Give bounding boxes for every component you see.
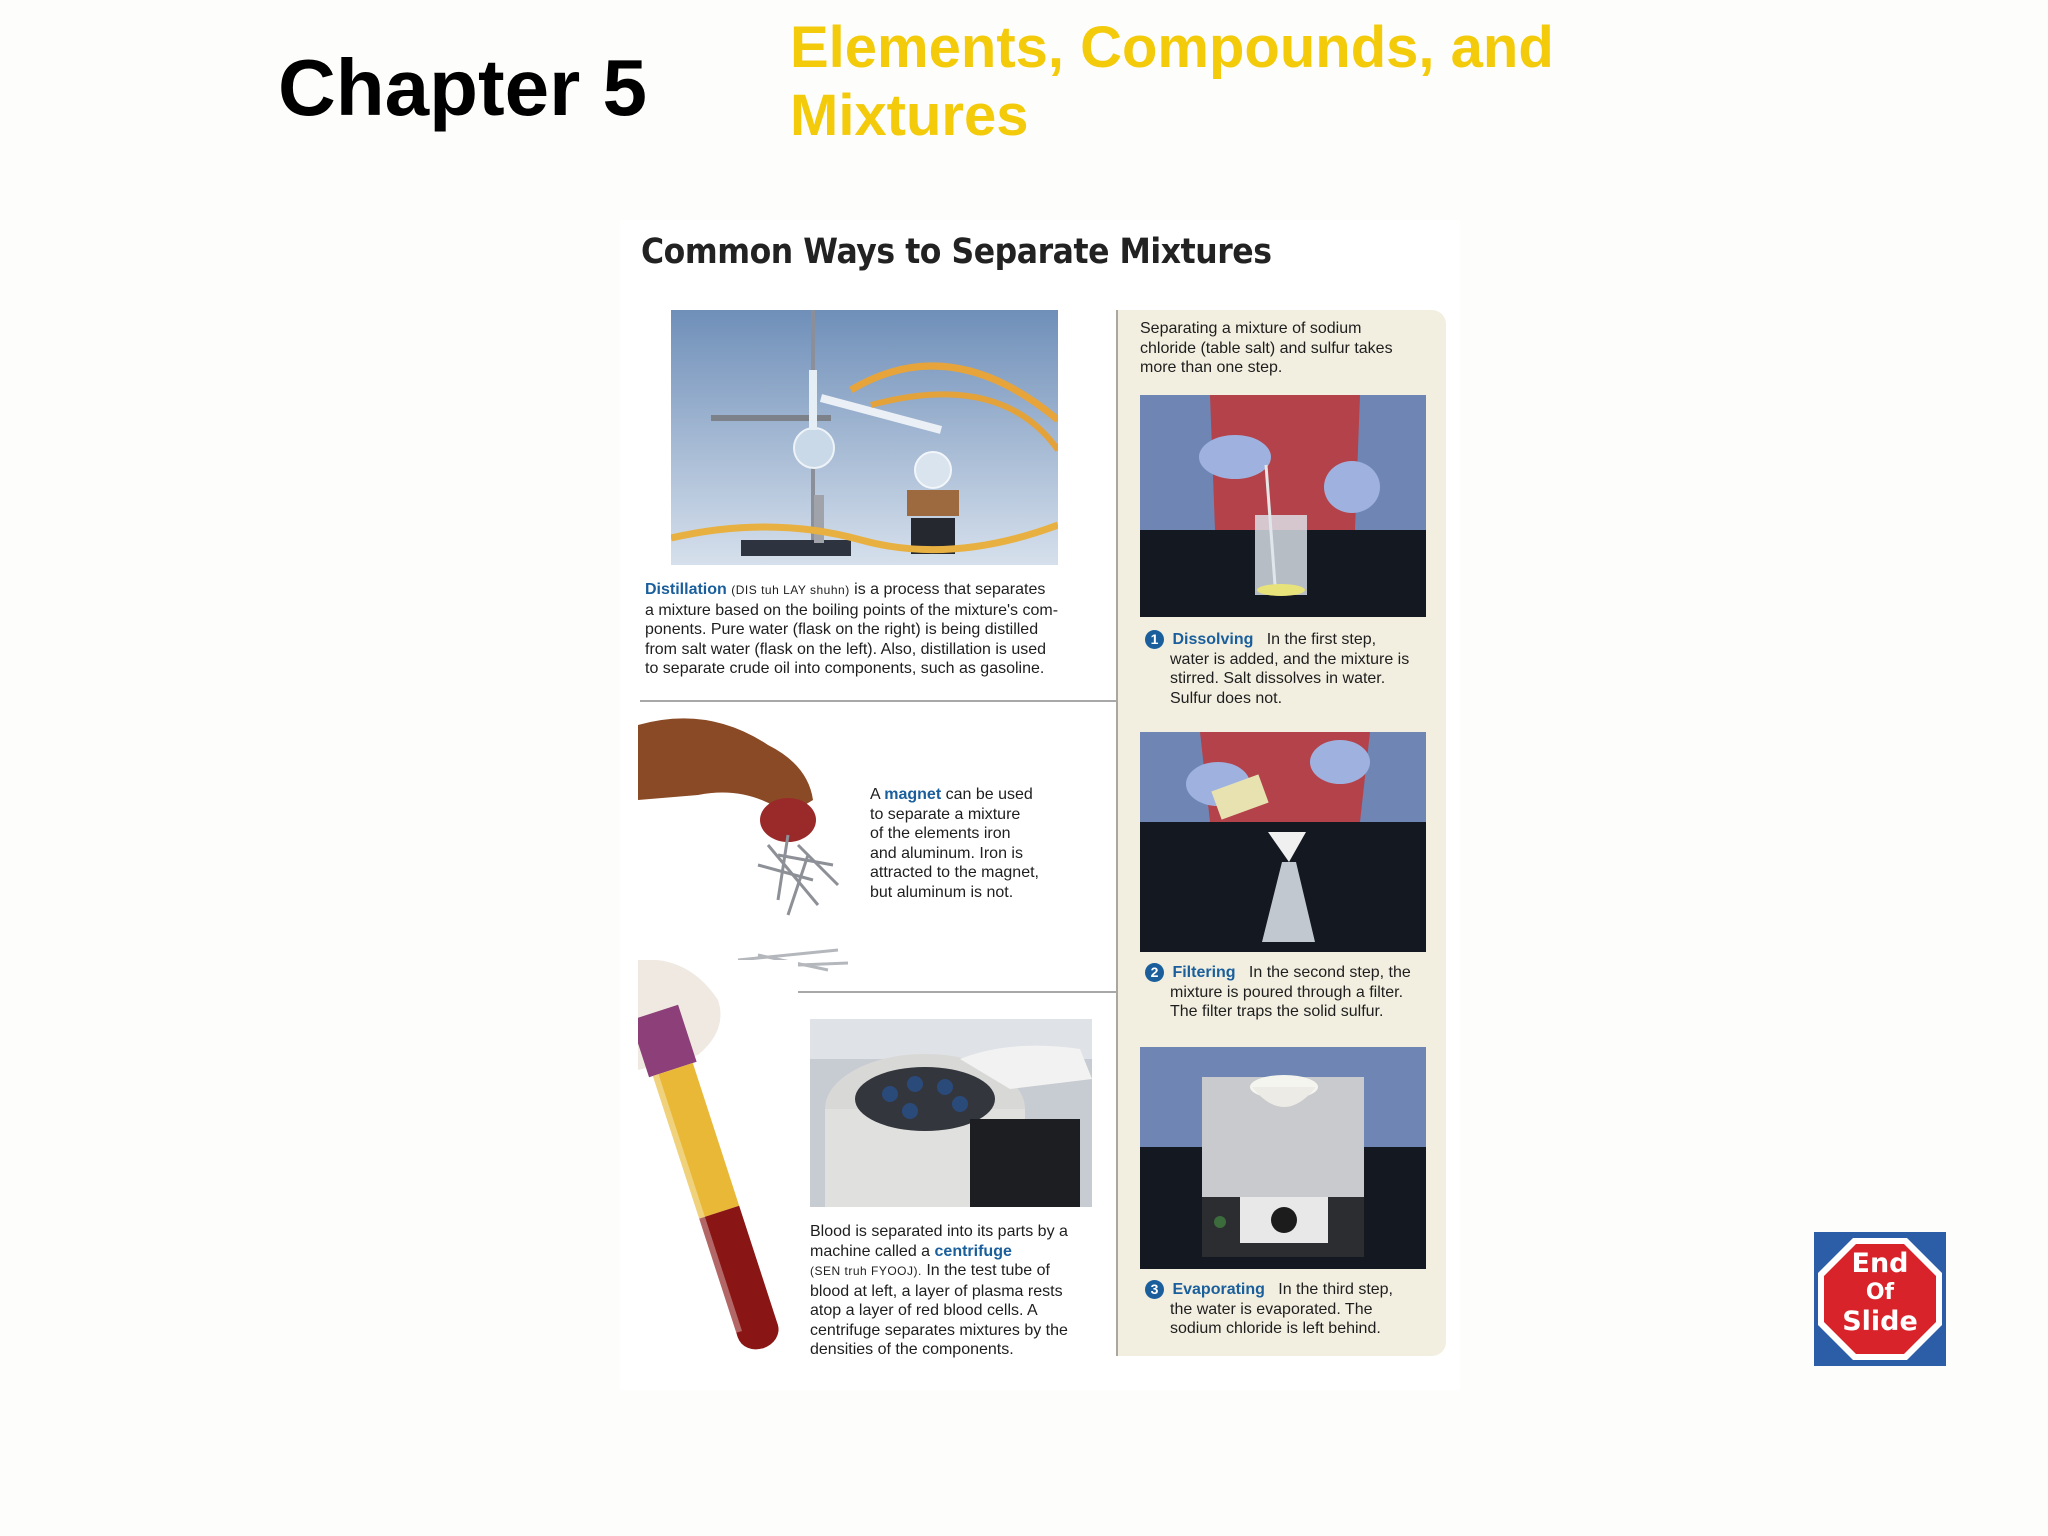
distillation-photo (671, 310, 1058, 565)
caption-line: densities of the components. (810, 1341, 1014, 1358)
caption-text: machine called a (810, 1242, 931, 1260)
caption-line: to separate crude oil into components, such as gasoline. (645, 660, 1045, 677)
caption-line: more than one step. (1140, 359, 1283, 376)
figure-heading: Common Ways to Separate Mixtures (641, 232, 1272, 272)
caption-text: In the second step, the (1248, 964, 1411, 981)
evaporating-photo (1140, 1047, 1426, 1269)
end-of-slide-line-1: End (1851, 1248, 1909, 1279)
distillation-caption (645, 580, 1105, 679)
caption-line: of the elements iron (870, 825, 1011, 842)
caption-text: A (870, 786, 880, 803)
caption-line: Blood is separated into its parts by a (810, 1223, 1068, 1240)
slide-title-line-1: Elements, Compounds, and (790, 15, 1554, 80)
caption-line: atop a layer of red blood cells. A (810, 1302, 1038, 1319)
magnet-term: magnet (884, 786, 942, 803)
caption-line: attracted to the magnet, (870, 864, 1039, 881)
step-number-badge: 3 (1145, 1280, 1164, 1299)
panel-intro (1140, 319, 1440, 378)
centrifuge-photo (810, 1019, 1092, 1207)
chapter-label: Chapter 5 (278, 43, 647, 132)
centrifuge-term: centrifuge (934, 1242, 1012, 1260)
dissolving-photo (1140, 395, 1426, 617)
caption-line: centrifuge separates mixtures by the (810, 1321, 1068, 1339)
caption-line: the water is evaporated. The (1170, 1300, 1373, 1318)
caption-line: ponents. Pure water (flask on the right) is being distilled (645, 621, 1039, 638)
caption-line: blood at left, a layer of plasma rests (810, 1282, 1063, 1300)
caption-text: is a process that separates (854, 581, 1046, 598)
caption-line: but aluminum is not. (870, 883, 1014, 901)
end-of-slide-line-2: Of (1865, 1280, 1895, 1305)
caption-line: to separate a mixture (870, 805, 1021, 823)
step-number-badge: 1 (1145, 630, 1164, 649)
filtering-caption (1150, 963, 1440, 1022)
caption-line: a mixture based on the boiling points of the mixture's com- (645, 601, 1059, 619)
blood-test-tube-photo (638, 960, 798, 1370)
dissolving-term: Dissolving (1172, 631, 1254, 648)
evaporating-term: Evaporating (1172, 1281, 1265, 1298)
filtering-term: Filtering (1172, 964, 1236, 981)
dissolving-caption (1150, 630, 1440, 708)
caption-text: In the first step, (1266, 631, 1377, 648)
magnet-caption (870, 785, 1110, 902)
evaporating-caption (1150, 1280, 1440, 1339)
step-number-badge: 2 (1145, 963, 1164, 982)
caption-line: and aluminum. Iron is (870, 844, 1023, 862)
caption-line: mixture is poured through a filter. (1170, 983, 1404, 1001)
slide-title-line-2: Mixtures (790, 83, 1029, 148)
caption-line: chloride (table salt) and sulfur takes (1140, 339, 1393, 357)
caption-line: water is added, and the mixture is (1170, 650, 1410, 668)
end-of-slide-line-3: Slide (1842, 1306, 1918, 1337)
distillation-pronunciation: (DIS tuh LAY shuhn) (731, 583, 850, 597)
centrifuge-caption (810, 1222, 1110, 1360)
caption-line: stirred. Salt dissolves in water. (1170, 670, 1386, 687)
caption-text: can be used (945, 786, 1033, 803)
distillation-term: Distillation (645, 581, 727, 598)
slide-title (790, 14, 1650, 150)
magnet-photo (638, 705, 898, 985)
caption-line: Separating a mixture of sodium (1140, 320, 1362, 337)
caption-line: Sulfur does not. (1170, 689, 1283, 707)
divider (640, 700, 1116, 702)
caption-text: In the third step, (1278, 1281, 1393, 1298)
centrifuge-pronunciation: (SEN truh FYOOJ). (810, 1264, 922, 1278)
caption-line: from salt water (flask on the left). Also, distillation is used (645, 640, 1047, 658)
caption-line: The filter traps the solid sulfur. (1170, 1003, 1384, 1020)
caption-line: sodium chloride is left behind. (1170, 1320, 1381, 1337)
end-of-slide-button[interactable] (1814, 1232, 1946, 1366)
filtering-photo (1140, 732, 1426, 952)
caption-text: In the test tube of (926, 1262, 1050, 1279)
